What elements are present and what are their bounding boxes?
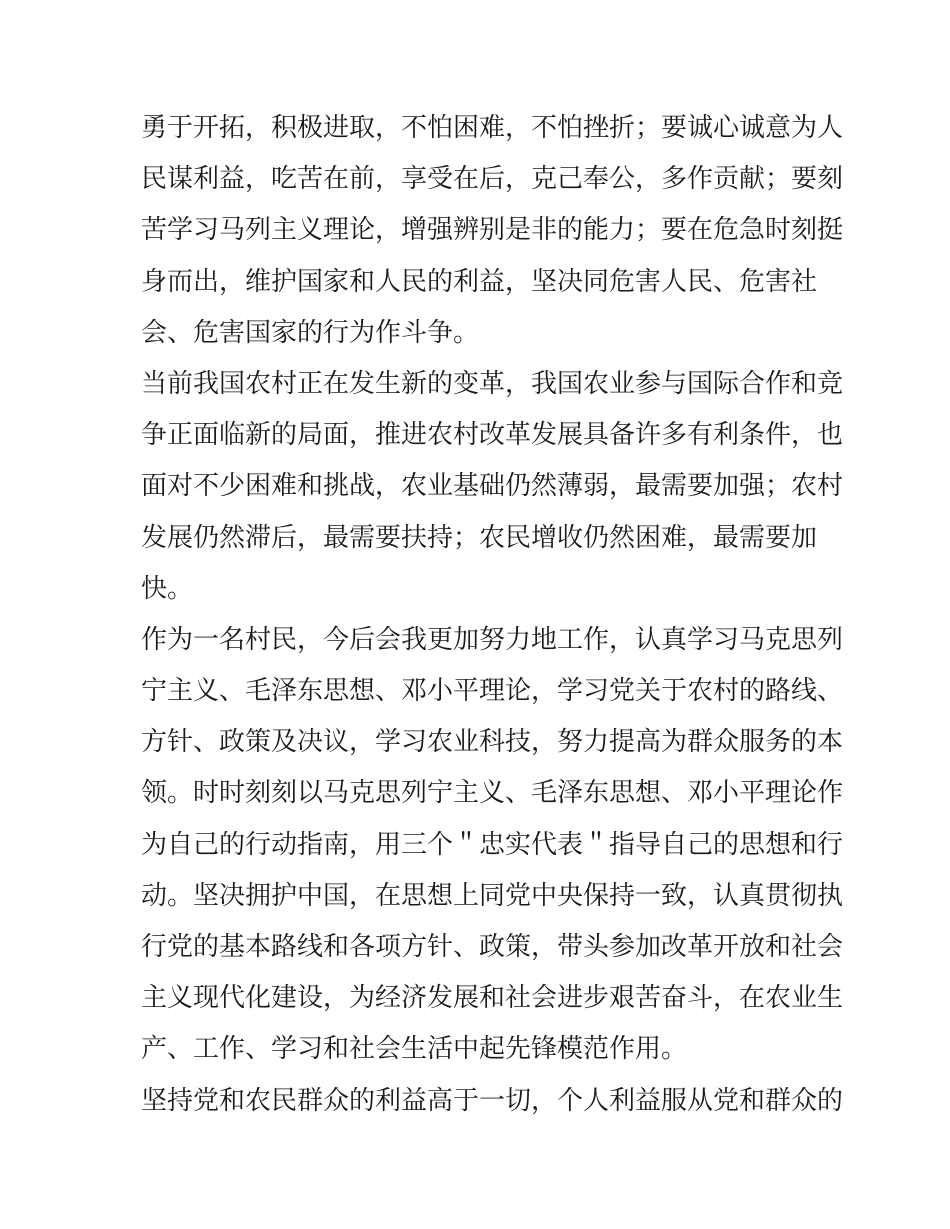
- text-line: 主义现代化建设，为经济发展和社会进步艰苦奋斗，在农业生: [141, 983, 844, 1014]
- text-line: 宁主义、毛泽东思想、邓小平理论，学习党关于农村的路线、: [141, 676, 844, 707]
- text-line: 方针、政策及决议，学习农业科技，努力提高为群众服务的本: [141, 727, 844, 758]
- text-line: 身而出，维护国家和人民的利益，坚决同危害人民、危害社: [141, 266, 818, 297]
- text-line: 勇于开拓，积极进取，不怕困难，不怕挫折；要诚心诚意为人: [141, 113, 844, 143]
- text-line: 行党的基本路线和各项方针、政策，带头参加改革开放和社会: [141, 932, 844, 962]
- text-line: 会、危害国家的行为作斗争。: [141, 317, 480, 348]
- document-body: [141, 103, 844, 1127]
- text-line: 当前我国农村正在发生新的变革，我国农业参与国际合作和竞: [141, 368, 844, 399]
- text-line: 面对不少困难和挑战，农业基础仍然薄弱，最需要加强；农村: [141, 471, 844, 502]
- text-line: 发展仍然滞后，最需要扶持；农民增收仍然困难，最需要加: [141, 522, 818, 553]
- text-line: 产、工作、学习和社会生活中起先锋模范作用。: [141, 1034, 688, 1065]
- text-line: 民谋利益，吃苦在前，享受在后，克己奉公，多作贡献；要刻: [141, 164, 844, 195]
- text-line: 苦学习马列主义理论，增强辨别是非的能力；要在危急时刻挺: [141, 215, 844, 246]
- paragraph-3: [141, 615, 844, 1076]
- paragraph-4: [141, 1076, 844, 1127]
- text-line: 作为一名村民，今后会我更加努力地工作，认真学习马克思列: [141, 624, 844, 655]
- paragraph-2: [141, 359, 844, 615]
- paragraph-1: [141, 103, 844, 359]
- text-line: 为自己的行动指南，用三个＂忠实代表＂指导自己的思想和行: [141, 829, 844, 860]
- text-line: 领。时时刻刻以马克思列宁主义、毛泽东思想、邓小平理论作: [141, 778, 844, 809]
- text-line: 争正面临新的局面，推进农村改革发展具备许多有利条件，也: [141, 420, 844, 451]
- text-line: 坚持党和农民群众的利益高于一切，个人利益服从党和群众的: [141, 1085, 844, 1116]
- text-line: 动。坚决拥护中国，在思想上同党中央保持一致，认真贯彻执: [141, 880, 844, 911]
- text-line: 快。: [141, 573, 194, 604]
